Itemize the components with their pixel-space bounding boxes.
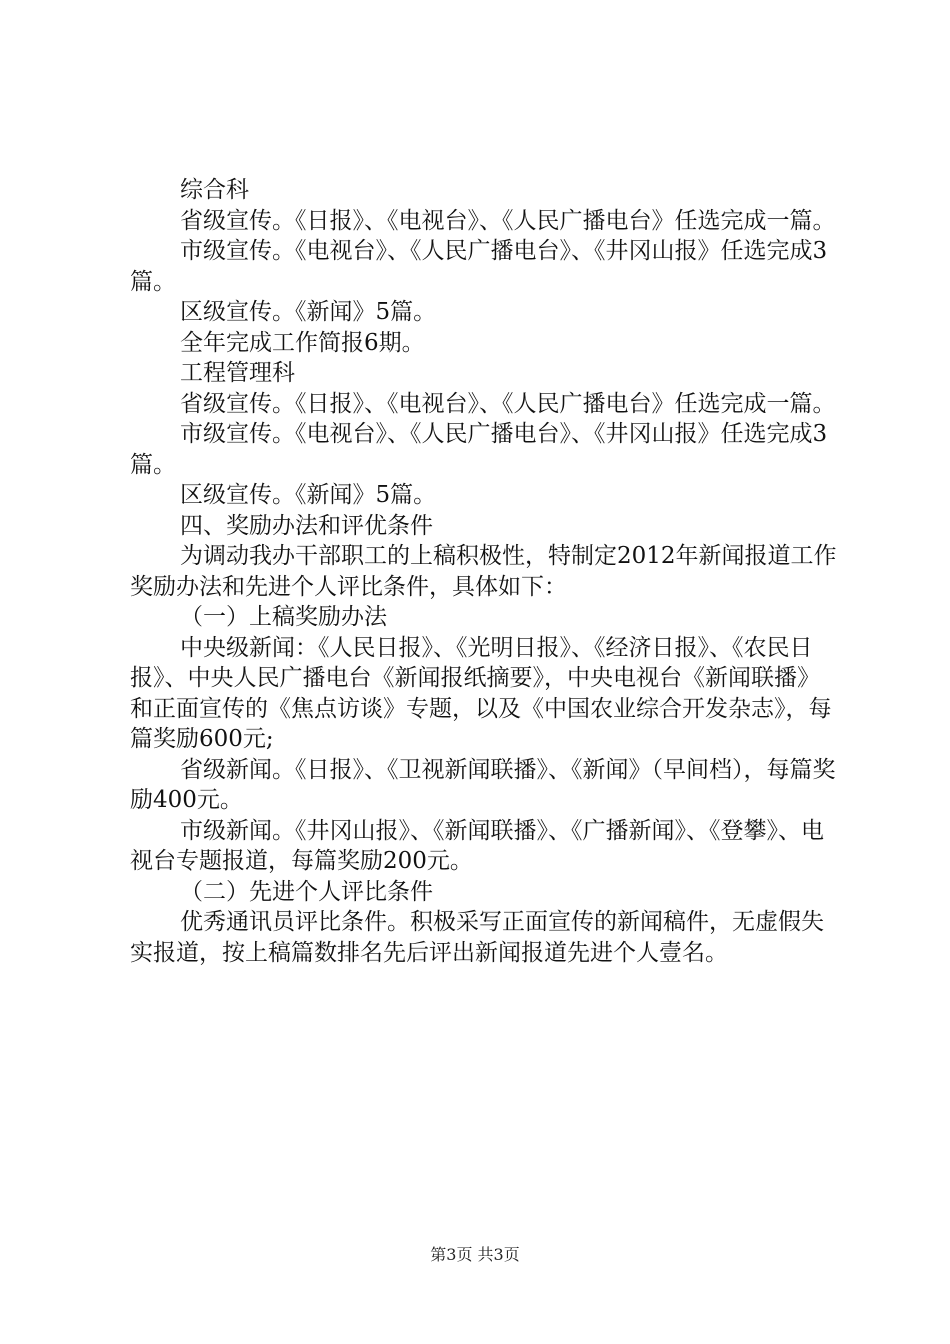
section-heading-rewards: 四、奖励办法和评优条件 xyxy=(180,512,433,539)
subsection-heading-evaluation: （二）先进个人评比条件 xyxy=(180,878,433,905)
section-heading-general: 综合科 xyxy=(180,177,249,203)
paragraph-city-news: 市级新闻。《井冈山报》、《新闻联播》、《广播新闻》、《登攀》、电视台专题报道，每篇奖励200元。 xyxy=(130,817,824,874)
section-heading-engineering: 工程管理科 xyxy=(180,360,295,386)
paragraph-city-publicity-2: 市级宣传。《电视台》、《人民广播电台》、《井冈山报》任选完成3篇。 xyxy=(130,421,828,478)
paragraph-rewards-intro: 为调动我办干部职工的上稿积极性，特制定2012年新闻报道工作奖励办法和先进个人评比条件，具体如下： xyxy=(130,543,837,600)
paragraph-district-publicity-2: 区级宣传。《新闻》5篇。 xyxy=(180,482,437,508)
paragraph-evaluation-criteria: 优秀通讯员评比条件。积极采写正面宣传的新闻稿件，无虚假失实报道，按上稿篇数排名先后评出新闻报道先进个人壹名。 xyxy=(130,909,824,966)
paragraph-central-news: 中央级新闻：《人民日报》、《光明日报》、《经济日报》、《农民日报》、中央人民广播电台《新闻报纸摘要》，中央电视台《新闻联播》和正面宣传的《焦点访谈》专题，以及《中国农业综合开发杂志》，每篇奖励600元; xyxy=(130,634,832,752)
paragraph-annual-briefing: 全年完成工作简报6期。 xyxy=(180,329,425,356)
subsection-heading-submission-rewards: （一）上稿奖励办法 xyxy=(180,604,387,630)
paragraph-city-publicity: 市级宣传。《电视台》、《人民广播电台》、《井冈山报》任选完成3篇。 xyxy=(130,238,828,295)
paragraph-provincial-news: 省级新闻。《日报》、《卫视新闻联播》、《新闻》（早间档），每篇奖励400元。 xyxy=(130,756,836,813)
page-footer: 第3页 共3页 xyxy=(430,1245,520,1264)
paragraph-district-publicity: 区级宣传。《新闻》5篇。 xyxy=(180,299,437,325)
document-body xyxy=(130,175,840,968)
paragraph-provincial-publicity-2: 省级宣传。《日报》、《电视台》、《人民广播电台》任选完成一篇。 xyxy=(180,390,836,417)
paragraph-provincial-publicity: 省级宣传。《日报》、《电视台》、《人民广播电台》任选完成一篇。 xyxy=(180,207,836,234)
